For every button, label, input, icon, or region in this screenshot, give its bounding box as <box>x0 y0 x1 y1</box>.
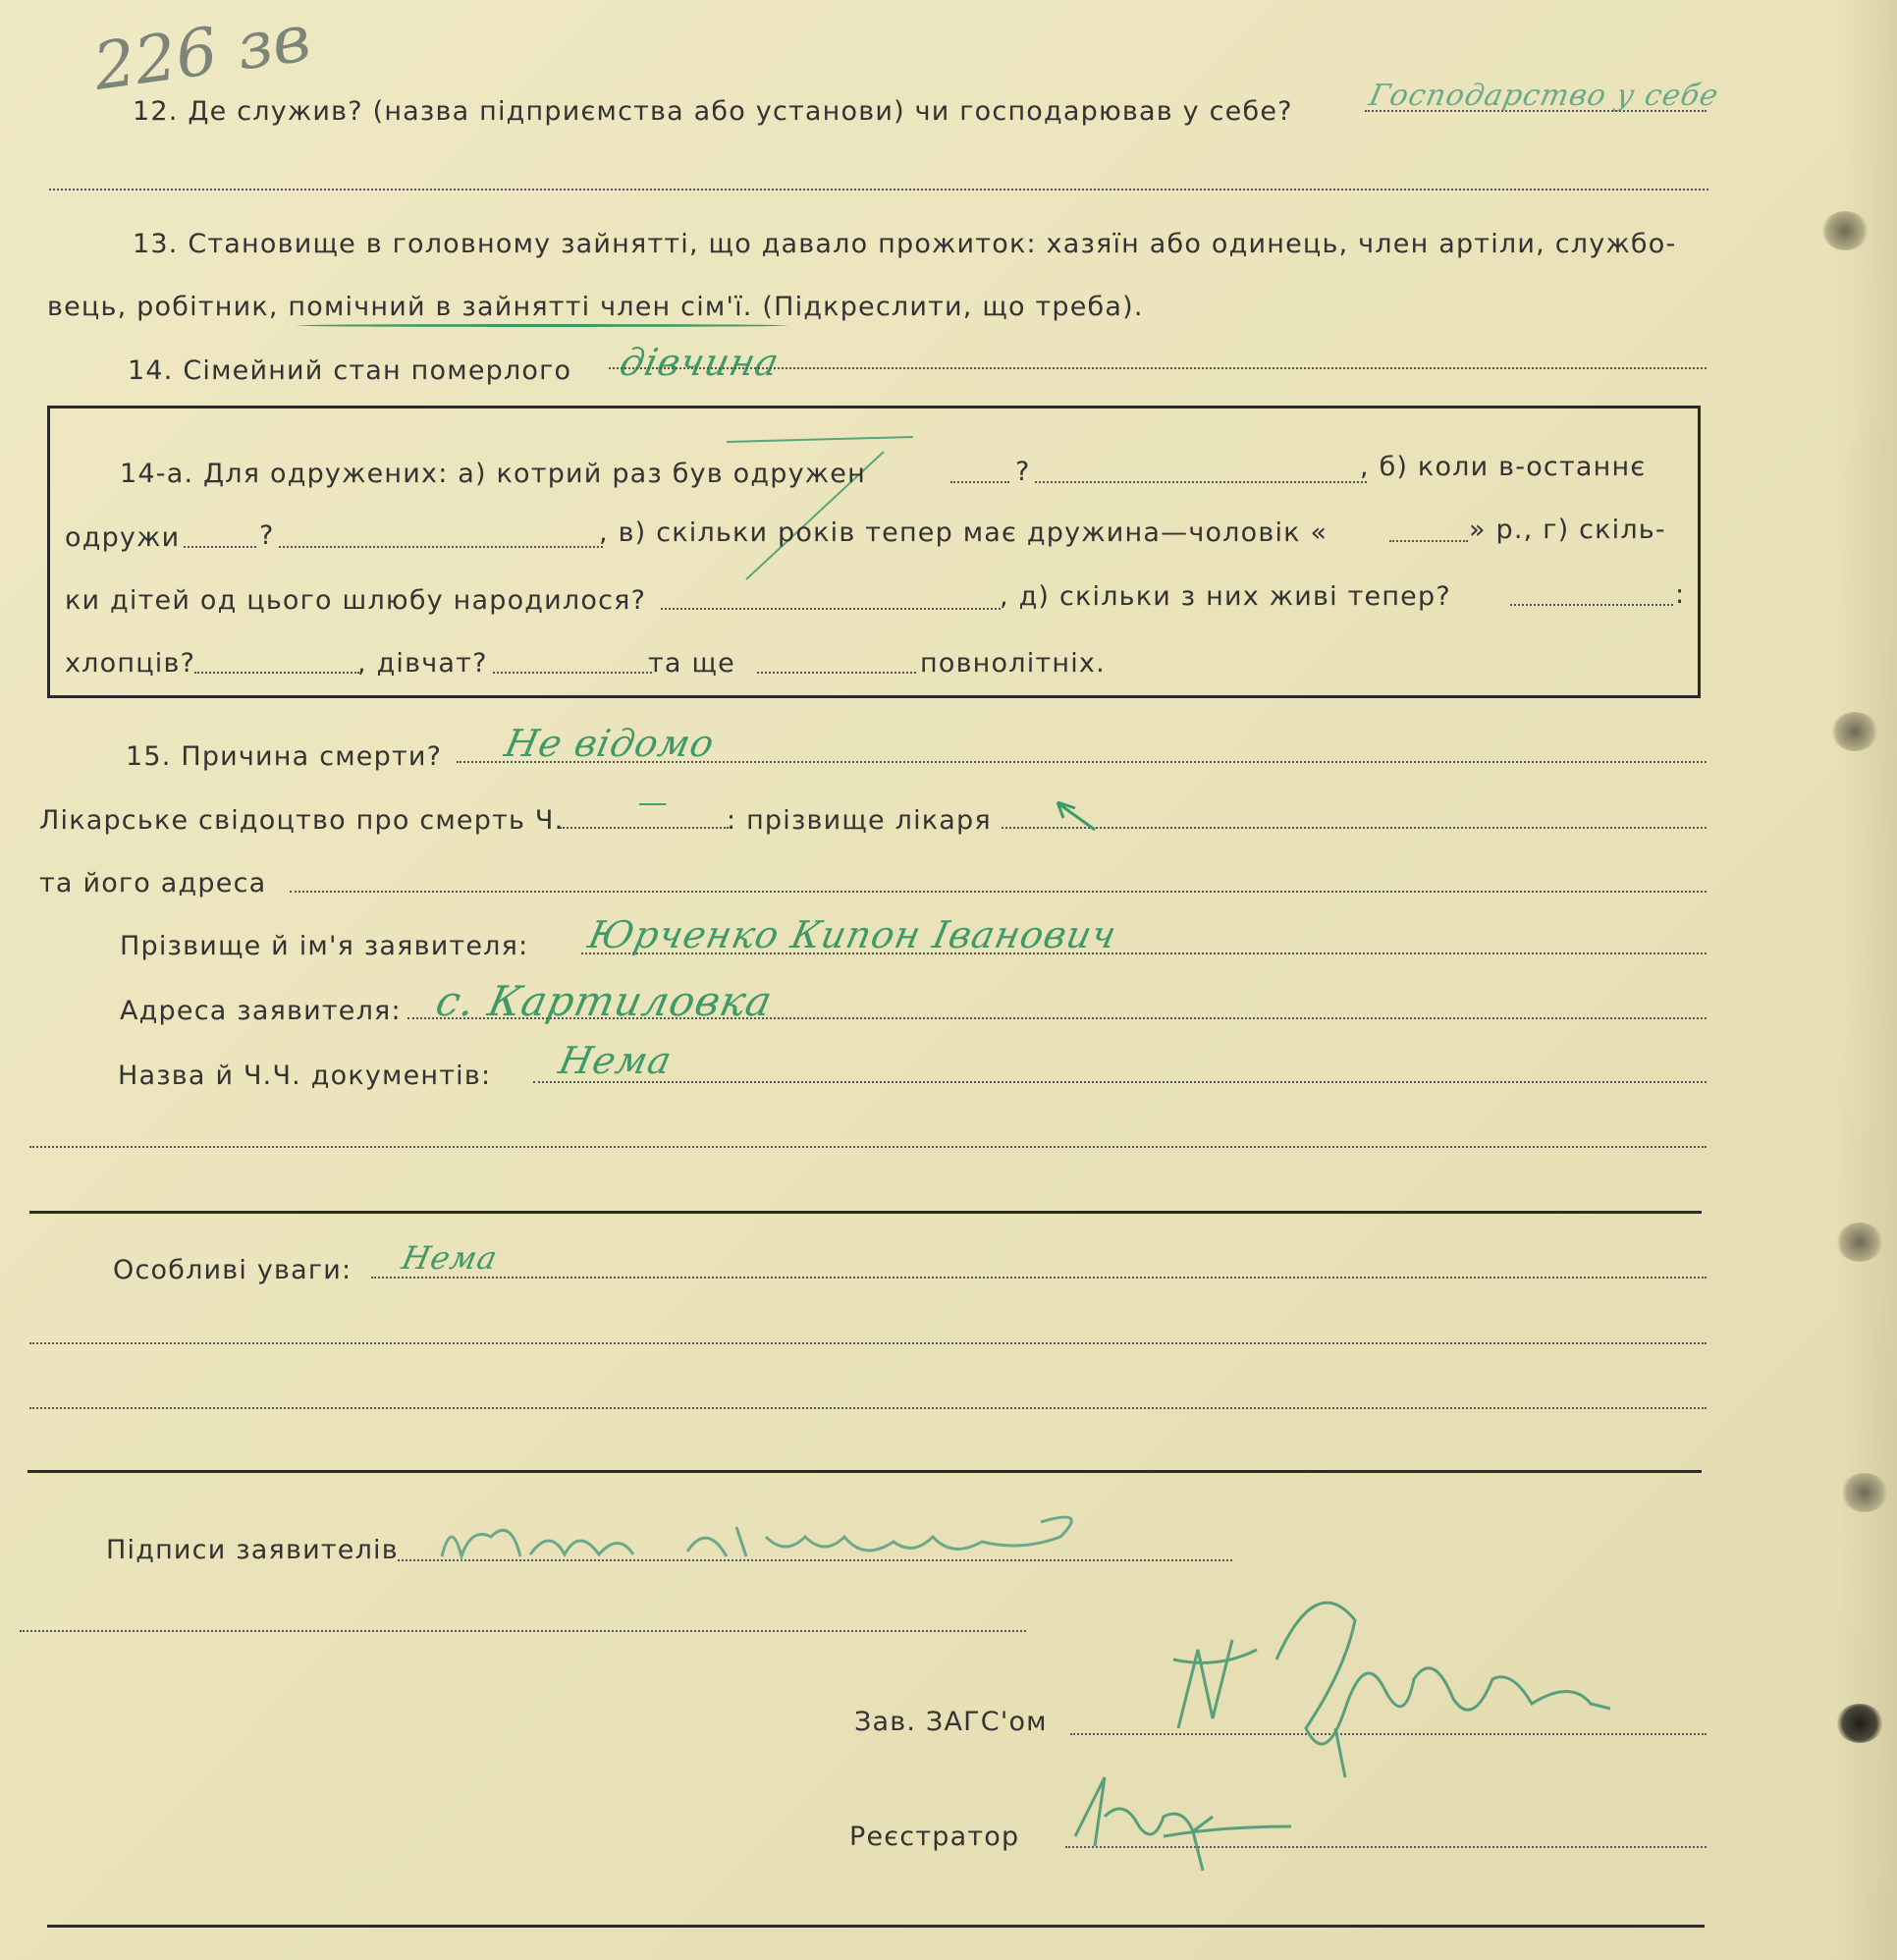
notes-value: Нема <box>398 1239 502 1277</box>
q12-continuation-line <box>49 189 1708 191</box>
q14a-line4-b: , дівчат? <box>357 648 488 679</box>
q14a-line3-b: , д) скільки з них живі тепер? <box>1000 581 1451 612</box>
q14a-line4-c: та ще <box>648 648 735 679</box>
q12-answer: Господарство у себе <box>1366 79 1722 113</box>
q14a-line2-dots2 <box>279 546 603 548</box>
q14a-line3-a: ки дітей од цього шлюбу народилося? <box>65 585 647 616</box>
q14a-line4-d: повнолітніх. <box>920 648 1106 679</box>
q14a-line1-dots2 <box>1035 481 1367 483</box>
q14-label: 14. Сімейний стан померлого <box>128 355 572 386</box>
q12-answer-line <box>1365 110 1707 112</box>
q15-answer: Не відомо <box>501 722 720 765</box>
q14a-strike-lines <box>687 432 943 589</box>
q14a-line1-q: ? <box>1015 457 1031 487</box>
applicant-name-label: Прізвище й ім'я заявителя: <box>120 931 529 961</box>
q14a-line2-b: , в) скільки років тепер має дружина—чоловік « <box>599 517 1328 548</box>
q13-line2-end: (Підкреслити, що треба). <box>752 292 1144 322</box>
q14a-line2-a: одружи <box>65 522 181 553</box>
documents-line <box>533 1081 1707 1083</box>
doctor-label: : прізвище лікаря <box>727 805 992 836</box>
q14a-line4-a: хлопців? <box>65 648 196 679</box>
q14a-line2-c: » р., г) скіль- <box>1469 515 1666 545</box>
q13-line1: 13. Становище в головному зайнятті, що давало прожиток: хазяїн або одинець, член артіли, службо- <box>133 229 1677 259</box>
q14a-line4-dots2 <box>493 672 652 674</box>
doctor-address-line <box>290 891 1707 893</box>
applicant-address-label: Адреса заявителя: <box>120 996 402 1026</box>
medical-number-dash: — <box>634 786 673 820</box>
head-registry-signature <box>1159 1532 1689 1787</box>
q14a-line2-dots1 <box>184 546 256 548</box>
q14a-line3-c: : <box>1675 579 1686 610</box>
applicant-address-value: с. Картиловка <box>431 977 778 1025</box>
page-edge-shadow <box>1838 0 1897 1960</box>
q14a-line1-a: 14-а. Для одружених: а) котрий раз був одружен <box>120 459 866 489</box>
q14a-line2-q: ? <box>259 520 275 551</box>
notes-line <box>371 1277 1707 1279</box>
punch-hole <box>1836 1223 1883 1262</box>
q15-answer-line <box>457 761 1707 763</box>
q14-answer-line <box>609 367 1707 369</box>
head-registry-label: Зав. ЗАГС'ом <box>854 1707 1048 1737</box>
notes-label: Особливі уваги: <box>113 1255 352 1285</box>
notes-line-2 <box>29 1342 1707 1344</box>
q14a-line3-dots1 <box>661 608 1001 610</box>
doctor-tick-mark <box>1056 800 1105 836</box>
notes-line-3 <box>29 1407 1707 1409</box>
bottom-rule <box>47 1925 1705 1928</box>
medical-label: Лікарське свідоцтво про смерть Ч. <box>39 805 565 836</box>
q14a-line1-dots1 <box>950 481 1009 483</box>
punch-hole <box>1831 712 1878 751</box>
punch-hole <box>1836 1704 1883 1743</box>
q14a-line3-dots2 <box>1510 604 1673 606</box>
q14a-line4-dots3 <box>757 672 916 674</box>
q12-label: 12. Де служив? (назва підприємства або установи) чи господарював у себе? <box>133 96 1293 127</box>
q14a-line4-dots1 <box>194 672 359 674</box>
q14-answer: дівчина <box>616 341 784 384</box>
applicants-signature-line-2 <box>20 1630 1026 1632</box>
punch-hole <box>1841 1473 1888 1512</box>
q14a-line1-b: , б) коли в-останнє <box>1360 452 1647 482</box>
registrar-signature <box>1065 1768 1321 1876</box>
applicant-address-line <box>407 1017 1707 1019</box>
q14a-line2-dots3 <box>1389 540 1468 542</box>
address-label: та його адреса <box>39 868 267 898</box>
q13-line2 <box>47 292 1144 322</box>
section-divider <box>27 1470 1702 1473</box>
documents-value: Нема <box>555 1039 677 1082</box>
punch-hole <box>1821 211 1869 250</box>
q13-underlined-option: помічний в зайнятті член сім'ї. <box>288 292 753 322</box>
applicants-signature-label: Підписи заявителів <box>106 1535 399 1565</box>
medical-number-line <box>560 827 729 829</box>
documents-label: Назва й Ч.Ч. документів: <box>118 1061 492 1091</box>
q13-underline-mark <box>297 324 787 327</box>
q15-label: 15. Причина смерти? <box>126 741 443 772</box>
documents-continuation-line <box>29 1146 1707 1148</box>
applicant-name-line <box>581 953 1707 954</box>
applicant-name-value: Юрченко Кипон Іванович <box>584 913 1121 956</box>
archive-number: 226 зв <box>88 0 315 106</box>
q13-line2-start: вець, робітник, <box>47 292 289 322</box>
registrar-label: Реєстратор <box>849 1822 1020 1852</box>
doctor-name-line <box>1002 827 1707 829</box>
section-divider <box>29 1211 1702 1214</box>
